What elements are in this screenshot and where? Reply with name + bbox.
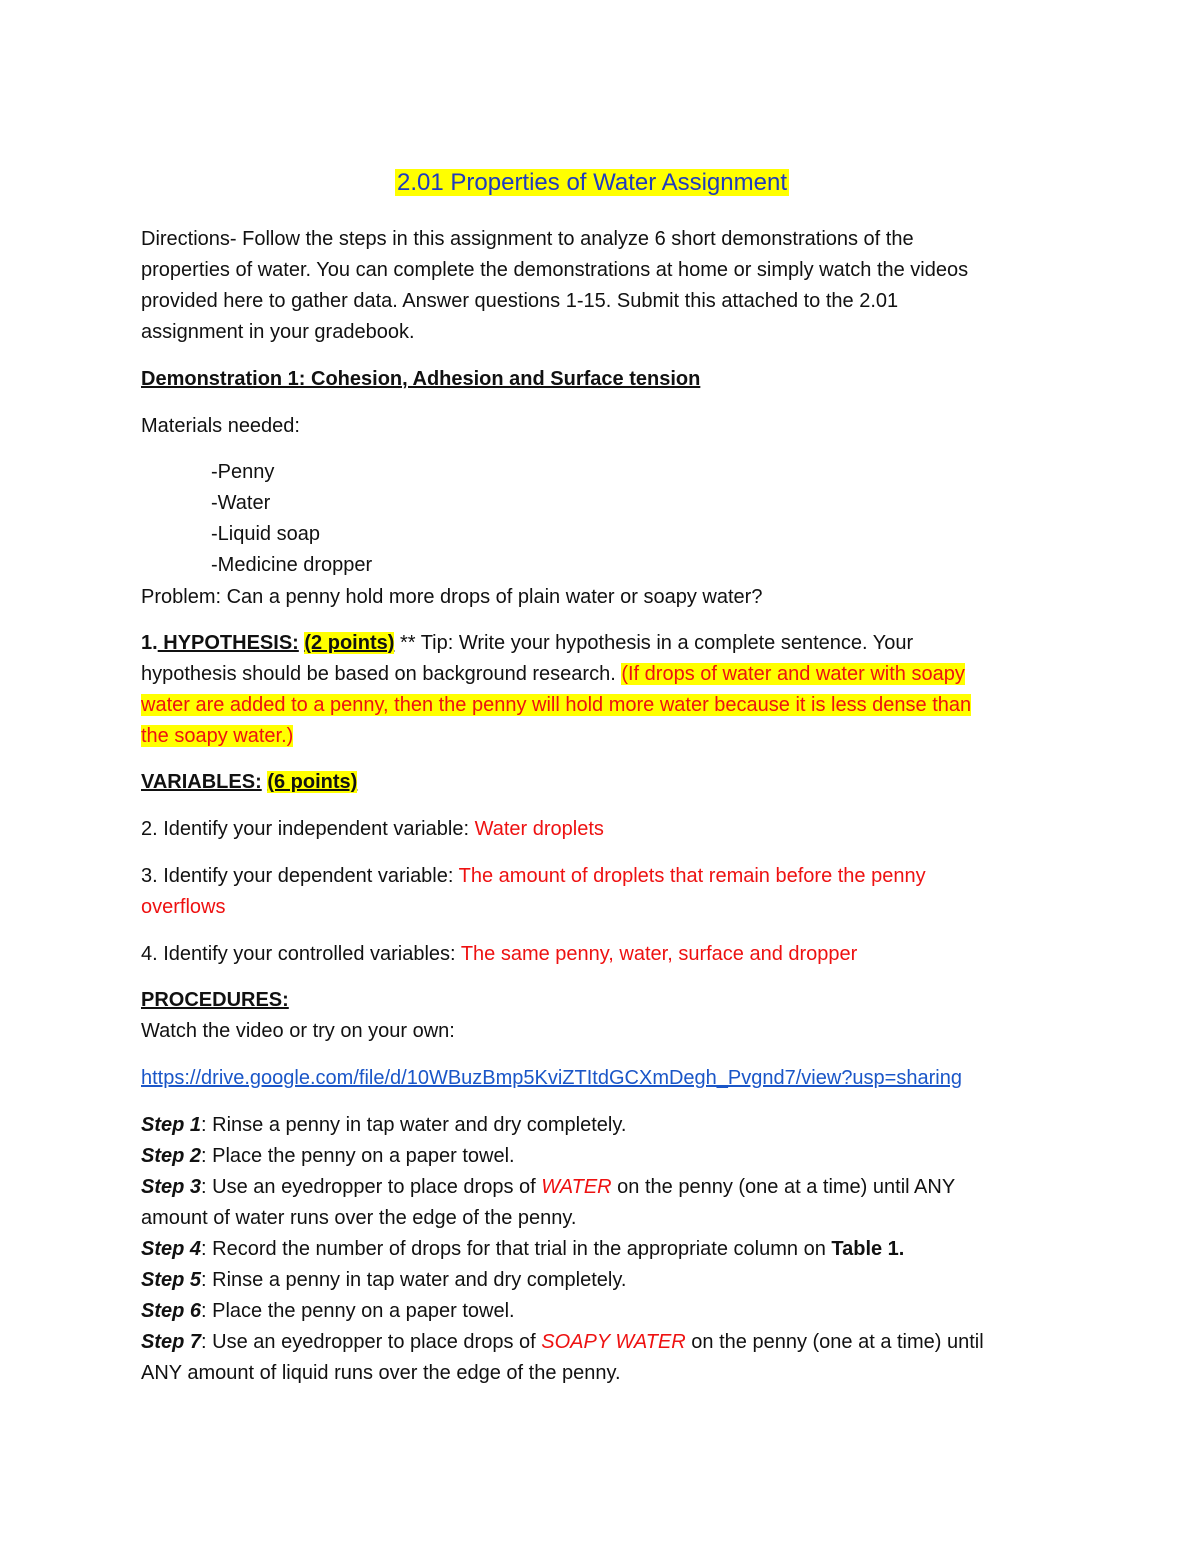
hypothesis-answer: (If drops of water and water with soapy [621, 663, 965, 685]
step-6: Step 6: Place the penny on a paper towel. [141, 1300, 515, 1322]
video-link-row [141, 1063, 1056, 1094]
step-4: Step 4: Record the number of drops for that trial in the appropriate column on Table 1. [141, 1238, 905, 1260]
video-link[interactable]: https://drive.google.com/file/d/10WBuzBmp5KviZTItdGCXmDegh_Pvgnd7/view?usp=sharing [141, 1067, 962, 1089]
question-4: 4. Identify your controlled variables: The same penny, water, surface and dropper [141, 943, 858, 965]
answer-3: The amount of droplets that remain before the penny [458, 865, 926, 887]
points-badge: (2 points) [304, 632, 395, 654]
materials-list [211, 457, 372, 581]
materials-label: Materials needed: [141, 415, 300, 437]
answer-2: Water droplets [474, 818, 604, 840]
hypothesis-section: 1. HYPOTHESIS: (2 points) ** Tip: Write your hypothesis in a complete sentence. Your hypothesis should be based on background research. (If drops of water and water with soapy water are added to a penny, then the penny will hold more water because it is less dense than the soapy water.) [141, 632, 972, 747]
step-2: Step 2: Place the penny on a paper towel. [141, 1145, 515, 1167]
procedures-heading: PROCEDURES: [141, 989, 289, 1011]
question-3: 3. Identify your dependent variable: The amount of droplets that remain before the penny overflows [141, 865, 926, 918]
variables-heading: VARIABLES: (6 points) [141, 771, 358, 793]
step-7: Step 7: Use an eyedropper to place drops of SOAPY WATER on the penny (one at a time) until ANY amount of liquid runs over the edge of the penny. [141, 1331, 984, 1384]
list-item: -Water [211, 492, 271, 514]
list-item: -Penny [211, 461, 275, 483]
list-item: -Liquid soap [211, 523, 320, 545]
directions-paragraph: Directions- Follow the steps in this assignment to analyze 6 short demonstrations of the properties of water. You can complete the demonstrations at home or simply watch the videos provided here to gather data. Answer questions 1-15. Submit this attached to the 2.01 assignment in your gradebook. [141, 228, 969, 343]
step-5: Step 5: Rinse a penny in tap water and dry completely. [141, 1269, 627, 1291]
list-item: -Medicine dropper [211, 554, 373, 576]
procedures-intro: Watch the video or try on your own: [141, 1020, 455, 1042]
question-2: 2. Identify your independent variable: Water droplets [141, 818, 604, 840]
procedures-section [141, 985, 1056, 1047]
demonstration-1-heading: Demonstration 1: Cohesion, Adhesion and Surface tension [141, 368, 701, 390]
problem-statement: Problem: Can a penny hold more drops of plain water or soapy water? [141, 586, 763, 608]
step-1: Step 1: Rinse a penny in tap water and dry completely. [141, 1114, 627, 1136]
document-title: 2.01 Properties of Water Assignment [397, 169, 787, 196]
points-badge: (6 points) [267, 771, 358, 793]
answer-4: The same penny, water, surface and dropper [460, 943, 858, 965]
step-3: Step 3: Use an eyedropper to place drops of WATER on the penny (one at a time) until ANY amount of water runs over the edge of the penny. [141, 1176, 956, 1229]
steps-list [141, 1110, 1056, 1389]
